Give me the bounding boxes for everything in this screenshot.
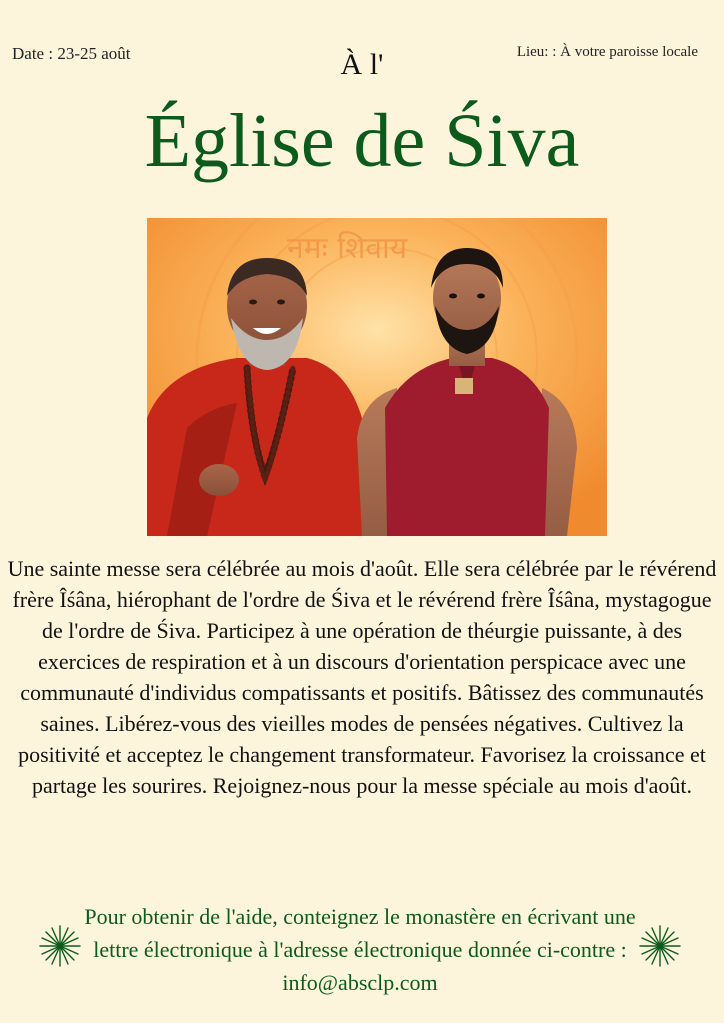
- event-location: Lieu: : À votre paroisse locale: [516, 44, 698, 60]
- contact-info: Pour obtenir de l'aide, conteignez le monastère en écrivant une lettre électronique à l'adresse électronique donnée ci-contre : info@absclp.com: [84, 904, 636, 995]
- sparkle-star-icon: [638, 924, 682, 968]
- sparkle-star-icon: [38, 924, 82, 968]
- mantra-text: नमः शिवाय: [287, 231, 408, 266]
- event-description: Une sainte messe sera célébrée au mois d'août. Elle sera célébrée par le révérend frère Îśâna, hiérophant de l'ordre de Śiva et le révérend frère Îśâna, mystagogue de l'ordre de Śiva. Participez à une opération de théurgie puissante, à des exercices de respiration et à un discours d'orientation perspicace avec une communauté d'individus compatissants et positifs. Bâtissez des communautés saines. Libérez-vous des vieilles modes de pensées négatives. Cultivez la positivité et acceptez le changement transformateur. Favorisez la croissance et partage les sourires. Rejoignez-nous pour la messe spéciale au mois d'août.: [7, 556, 717, 798]
- pre-title: À l': [340, 48, 384, 81]
- reverends-photo: [147, 218, 607, 536]
- event-date: Date : 23-25 août: [12, 44, 131, 63]
- page-title: Église de Śiva: [144, 99, 580, 183]
